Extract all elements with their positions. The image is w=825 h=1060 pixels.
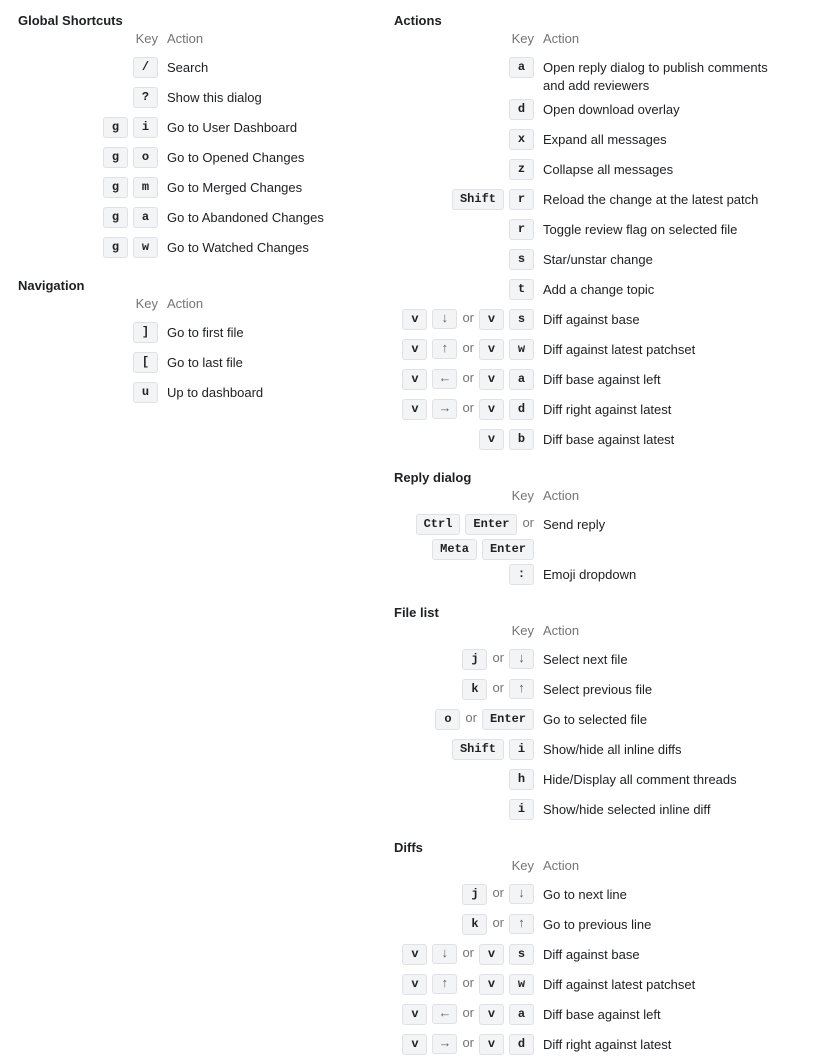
key-cap: v xyxy=(402,1004,427,1025)
shortcut-action: Star/unstar change xyxy=(543,252,653,267)
key-cap: Enter xyxy=(482,709,534,730)
key-cap: v xyxy=(402,1034,427,1055)
column-header-action: Action xyxy=(543,31,580,46)
shortcut-action: Diff base against left xyxy=(543,1007,661,1022)
or-label: or xyxy=(462,340,474,355)
key-cap: a xyxy=(509,1004,534,1025)
key-cap: : xyxy=(509,564,534,585)
section-title: Reply dialog xyxy=(394,470,472,485)
key-cap: a xyxy=(509,57,534,78)
shortcut-action: Show/hide selected inline diff xyxy=(543,802,711,817)
key-combo xyxy=(103,147,158,168)
shortcut-row xyxy=(394,215,807,245)
key-cap: v xyxy=(402,399,427,420)
key-combo xyxy=(479,944,534,965)
shortcut-row xyxy=(394,510,807,560)
key-cap-arrow-up: ↑ xyxy=(509,914,534,934)
section-diffs xyxy=(394,839,807,1060)
key-cap: ? xyxy=(133,87,158,108)
key-combo xyxy=(462,649,487,670)
or-label: or xyxy=(492,650,504,665)
or-label: or xyxy=(462,1005,474,1020)
key-cell xyxy=(394,155,543,180)
shortcut-row xyxy=(394,735,807,765)
shortcut-action: Up to dashboard xyxy=(167,385,264,400)
key-cap: g xyxy=(103,177,128,198)
shortcut-action: Open download overlay xyxy=(543,102,680,117)
key-cap: a xyxy=(509,369,534,390)
shortcut-row xyxy=(394,245,807,275)
or-label: or xyxy=(462,400,474,415)
shortcut-row xyxy=(18,83,394,113)
key-cap-arrow-down: ↓ xyxy=(432,309,457,329)
shortcut-action: Go to selected file xyxy=(543,712,648,727)
key-combo xyxy=(133,57,158,78)
key-combo xyxy=(402,339,457,360)
shortcut-row xyxy=(394,795,807,825)
shortcut-action: Reload the change at the latest patch xyxy=(543,192,759,207)
shortcut-row xyxy=(394,705,807,735)
shortcut-row xyxy=(18,113,394,143)
key-cap: [ xyxy=(133,352,158,373)
section-file-list xyxy=(394,604,807,825)
column-header-key: Key xyxy=(511,858,534,873)
key-cell xyxy=(394,275,543,300)
key-combo xyxy=(402,974,457,995)
column-header-key: Key xyxy=(135,296,158,311)
key-cap: o xyxy=(435,709,460,730)
shortcut-action: Select previous file xyxy=(543,682,653,697)
section-navigation xyxy=(18,277,394,408)
or-label: or xyxy=(522,515,534,530)
key-cap-arrow-left: ← xyxy=(432,369,457,389)
shortcut-row xyxy=(394,970,807,1000)
key-cap-arrow-up: ↑ xyxy=(432,974,457,994)
key-combo xyxy=(402,309,457,330)
key-cap: v xyxy=(479,429,504,450)
key-cell xyxy=(394,675,543,700)
shortcut-action: Diff against base xyxy=(543,947,640,962)
shortcut-row xyxy=(18,378,394,408)
key-cap: v xyxy=(402,339,427,360)
section-title: Actions xyxy=(394,13,442,28)
key-combo xyxy=(509,649,534,669)
key-combo xyxy=(462,884,487,905)
key-cap: Enter xyxy=(465,514,517,535)
key-cap-arrow-down: ↓ xyxy=(432,944,457,964)
or-label: or xyxy=(492,915,504,930)
shortcut-action: Select next file xyxy=(543,652,628,667)
key-cell xyxy=(394,53,543,78)
key-cap: w xyxy=(509,974,534,995)
key-cap: Shift xyxy=(452,739,504,760)
shortcut-row xyxy=(394,53,807,95)
shortcut-action: Diff right against latest xyxy=(543,1037,672,1052)
shortcut-row xyxy=(394,185,807,215)
shortcut-action: Go to Opened Changes xyxy=(167,150,305,165)
shortcut-action: Search xyxy=(167,60,209,75)
column-header-key: Key xyxy=(511,488,534,503)
key-cap: u xyxy=(133,382,158,403)
shortcut-row xyxy=(394,910,807,940)
key-cell xyxy=(18,348,167,373)
column-header-key: Key xyxy=(135,31,158,46)
key-cap: ] xyxy=(133,322,158,343)
key-cap: / xyxy=(133,57,158,78)
key-cell xyxy=(394,125,543,150)
shortcut-row xyxy=(394,95,807,125)
key-combo xyxy=(452,189,534,210)
table-header-row xyxy=(394,857,807,874)
key-combo xyxy=(509,679,534,699)
section-title: Navigation xyxy=(18,278,85,293)
key-combo-line xyxy=(394,539,534,560)
key-cell xyxy=(394,395,543,420)
shortcut-row xyxy=(394,425,807,455)
key-cap: Enter xyxy=(482,539,534,560)
shortcut-action: Toggle review flag on selected file xyxy=(543,222,738,237)
key-cap: z xyxy=(509,159,534,180)
key-combo xyxy=(509,799,534,820)
or-label: or xyxy=(462,370,474,385)
key-combo xyxy=(435,709,460,730)
key-cap: v xyxy=(402,369,427,390)
key-combo xyxy=(509,57,534,78)
key-combo xyxy=(509,219,534,240)
key-combo xyxy=(416,514,518,535)
key-combo xyxy=(509,129,534,150)
section-title: Global Shortcuts xyxy=(18,13,123,28)
key-combo xyxy=(509,769,534,790)
table-header-row xyxy=(394,30,807,47)
shortcut-action: Collapse all messages xyxy=(543,162,674,177)
shortcut-row xyxy=(394,335,807,365)
key-cell xyxy=(18,233,167,258)
column-left xyxy=(0,12,394,1060)
shortcut-row xyxy=(394,1000,807,1030)
key-cap: h xyxy=(509,769,534,790)
or-label: or xyxy=(492,680,504,695)
key-cell xyxy=(18,53,167,78)
key-cell xyxy=(18,378,167,403)
key-cap: g xyxy=(103,117,128,138)
key-cell xyxy=(394,365,543,390)
key-cap: Meta xyxy=(432,539,477,560)
key-cap: s xyxy=(509,309,534,330)
key-cap: w xyxy=(509,339,534,360)
key-combo-line xyxy=(394,514,534,535)
key-combo xyxy=(133,352,158,373)
key-cell xyxy=(394,880,543,905)
table-header-row xyxy=(394,487,807,504)
key-combo xyxy=(402,1004,457,1025)
table-header-row xyxy=(18,30,394,47)
key-cap: Ctrl xyxy=(416,514,461,535)
shortcut-action: Hide/Display all comment threads xyxy=(543,772,737,787)
shortcut-row xyxy=(18,318,394,348)
section-title: File list xyxy=(394,605,439,620)
shortcut-action: Go to next line xyxy=(543,887,627,902)
key-cap: x xyxy=(509,129,534,150)
key-cap: Shift xyxy=(452,189,504,210)
key-cap: v xyxy=(479,399,504,420)
key-cell xyxy=(394,95,543,120)
key-combo xyxy=(509,249,534,270)
key-cell xyxy=(394,185,543,210)
key-cap-arrow-down: ↓ xyxy=(509,884,534,904)
key-combo xyxy=(509,99,534,120)
shortcut-row xyxy=(394,305,807,335)
shortcut-action: Emoji dropdown xyxy=(543,567,637,582)
key-cap: b xyxy=(509,429,534,450)
key-cap: m xyxy=(133,177,158,198)
shortcut-row xyxy=(18,143,394,173)
shortcut-row xyxy=(394,275,807,305)
key-cap: v xyxy=(479,339,504,360)
or-label: or xyxy=(462,1035,474,1050)
key-combo xyxy=(452,739,534,760)
shortcut-row xyxy=(394,880,807,910)
key-cap: v xyxy=(402,944,427,965)
shortcut-action: Go to last file xyxy=(167,355,243,370)
key-cell xyxy=(394,735,543,760)
key-cap: g xyxy=(103,207,128,228)
key-cap: d xyxy=(509,99,534,120)
key-cap-arrow-left: ← xyxy=(432,1004,457,1024)
key-cell xyxy=(18,173,167,198)
shortcut-action: Add a change topic xyxy=(543,282,655,297)
table-header-row xyxy=(18,295,394,312)
key-cap: j xyxy=(462,884,487,905)
key-cell xyxy=(394,795,543,820)
key-combo xyxy=(402,399,457,420)
key-combo xyxy=(103,177,158,198)
shortcut-row xyxy=(394,675,807,705)
column-header-action: Action xyxy=(543,858,580,873)
key-cell xyxy=(394,425,543,450)
key-cap: o xyxy=(133,147,158,168)
key-cap: g xyxy=(103,237,128,258)
key-cell xyxy=(18,143,167,168)
key-cell xyxy=(18,318,167,343)
key-cap: s xyxy=(509,944,534,965)
key-combo xyxy=(479,1004,534,1025)
key-cap-arrow-up: ↑ xyxy=(509,679,534,699)
key-cap-arrow-right: → xyxy=(432,399,457,419)
or-label: or xyxy=(462,975,474,990)
key-cap: j xyxy=(462,649,487,670)
or-label: or xyxy=(462,945,474,960)
section-global-shortcuts xyxy=(18,12,394,263)
key-combo xyxy=(479,369,534,390)
section-actions xyxy=(394,12,807,455)
key-cap: v xyxy=(479,1004,504,1025)
key-cap: r xyxy=(509,219,534,240)
key-cap: v xyxy=(479,1034,504,1055)
shortcut-row xyxy=(394,765,807,795)
shortcut-action: Go to first file xyxy=(167,325,244,340)
column-header-action: Action xyxy=(167,31,204,46)
key-combo xyxy=(482,709,534,730)
key-combo xyxy=(103,237,158,258)
key-cap: v xyxy=(479,974,504,995)
shortcut-action: Send reply xyxy=(543,517,606,532)
key-cap: t xyxy=(509,279,534,300)
shortcut-action: Diff right against latest xyxy=(543,402,672,417)
column-header-action: Action xyxy=(543,488,580,503)
key-combo xyxy=(462,914,487,935)
shortcut-action: Go to Watched Changes xyxy=(167,240,309,255)
shortcut-action: Show this dialog xyxy=(167,90,262,105)
shortcut-action: Diff base against left xyxy=(543,372,661,387)
key-cap-arrow-up: ↑ xyxy=(432,339,457,359)
table-header-row xyxy=(394,622,807,639)
key-combo xyxy=(402,944,457,965)
shortcut-action: Diff against latest patchset xyxy=(543,977,696,992)
shortcut-row xyxy=(394,365,807,395)
key-cap: d xyxy=(509,1034,534,1055)
key-cell xyxy=(394,765,543,790)
shortcut-action: Go to User Dashboard xyxy=(167,120,298,135)
key-cap: w xyxy=(133,237,158,258)
key-combo xyxy=(103,117,158,138)
key-combo xyxy=(479,974,534,995)
shortcut-action: Go to Abandoned Changes xyxy=(167,210,324,225)
key-cell xyxy=(394,560,543,585)
column-header-action: Action xyxy=(543,623,580,638)
key-combo xyxy=(103,207,158,228)
key-cell xyxy=(394,215,543,240)
shortcut-action: Go to Merged Changes xyxy=(167,180,303,195)
column-right xyxy=(394,12,807,1060)
key-cap: v xyxy=(479,309,504,330)
key-cell xyxy=(18,83,167,108)
shortcut-row xyxy=(18,233,394,263)
key-cap: v xyxy=(479,369,504,390)
key-combo xyxy=(133,322,158,343)
key-cap: v xyxy=(402,309,427,330)
key-combo xyxy=(432,539,534,560)
key-combo xyxy=(509,884,534,904)
or-label: or xyxy=(465,710,477,725)
shortcut-row xyxy=(18,203,394,233)
key-combo xyxy=(462,679,487,700)
section-title: Diffs xyxy=(394,840,423,855)
key-combo xyxy=(402,369,457,390)
column-header-key: Key xyxy=(511,31,534,46)
key-cell xyxy=(394,645,543,670)
key-cell xyxy=(18,203,167,228)
shortcut-row xyxy=(394,560,807,590)
column-header-action: Action xyxy=(167,296,204,311)
key-cap: i xyxy=(509,799,534,820)
key-combo xyxy=(479,1034,534,1055)
key-cap: g xyxy=(103,147,128,168)
key-cap: i xyxy=(133,117,158,138)
key-cap-arrow-down: ↓ xyxy=(509,649,534,669)
key-cap: r xyxy=(509,189,534,210)
key-combo xyxy=(509,914,534,934)
key-combo xyxy=(402,1034,457,1055)
shortcut-action: Go to previous line xyxy=(543,917,652,932)
key-combo xyxy=(133,87,158,108)
key-cap: s xyxy=(509,249,534,270)
shortcut-action: Diff base against latest xyxy=(543,432,675,447)
key-cell xyxy=(394,705,543,730)
key-combo xyxy=(479,339,534,360)
key-cell xyxy=(394,510,543,560)
shortcut-row xyxy=(18,53,394,83)
or-label: or xyxy=(492,885,504,900)
key-cap: a xyxy=(133,207,158,228)
shortcut-row xyxy=(18,348,394,378)
shortcut-row xyxy=(394,395,807,425)
key-cap: i xyxy=(509,739,534,760)
shortcut-action: Show/hide all inline diffs xyxy=(543,742,682,757)
key-cell xyxy=(394,910,543,935)
key-cap: k xyxy=(462,679,487,700)
key-cell xyxy=(394,940,543,965)
key-cap: v xyxy=(402,974,427,995)
key-cell xyxy=(394,245,543,270)
key-cell xyxy=(394,970,543,995)
key-cap-arrow-right: → xyxy=(432,1034,457,1054)
key-combo xyxy=(479,309,534,330)
key-combo xyxy=(509,279,534,300)
key-combo xyxy=(479,399,534,420)
or-label: or xyxy=(462,310,474,325)
key-combo xyxy=(133,382,158,403)
shortcut-action: Expand all messages xyxy=(543,132,667,147)
shortcut-action: Diff against base xyxy=(543,312,640,327)
shortcut-row xyxy=(394,940,807,970)
shortcut-row xyxy=(394,125,807,155)
key-cell xyxy=(394,1000,543,1025)
key-cell xyxy=(394,335,543,360)
key-cell xyxy=(394,305,543,330)
column-header-key: Key xyxy=(511,623,534,638)
key-cap: v xyxy=(479,944,504,965)
key-combo xyxy=(479,429,534,450)
shortcut-action: Open reply dialog to publish comments and add reviewers xyxy=(543,60,768,93)
shortcut-row xyxy=(394,155,807,185)
shortcut-action: Diff against latest patchset xyxy=(543,342,696,357)
section-reply-dialog xyxy=(394,469,807,590)
shortcut-row xyxy=(394,645,807,675)
key-combo xyxy=(509,159,534,180)
key-cap: k xyxy=(462,914,487,935)
key-cell xyxy=(394,1030,543,1055)
key-combo xyxy=(509,564,534,585)
key-cap: d xyxy=(509,399,534,420)
key-cell xyxy=(18,113,167,138)
shortcut-row xyxy=(18,173,394,203)
